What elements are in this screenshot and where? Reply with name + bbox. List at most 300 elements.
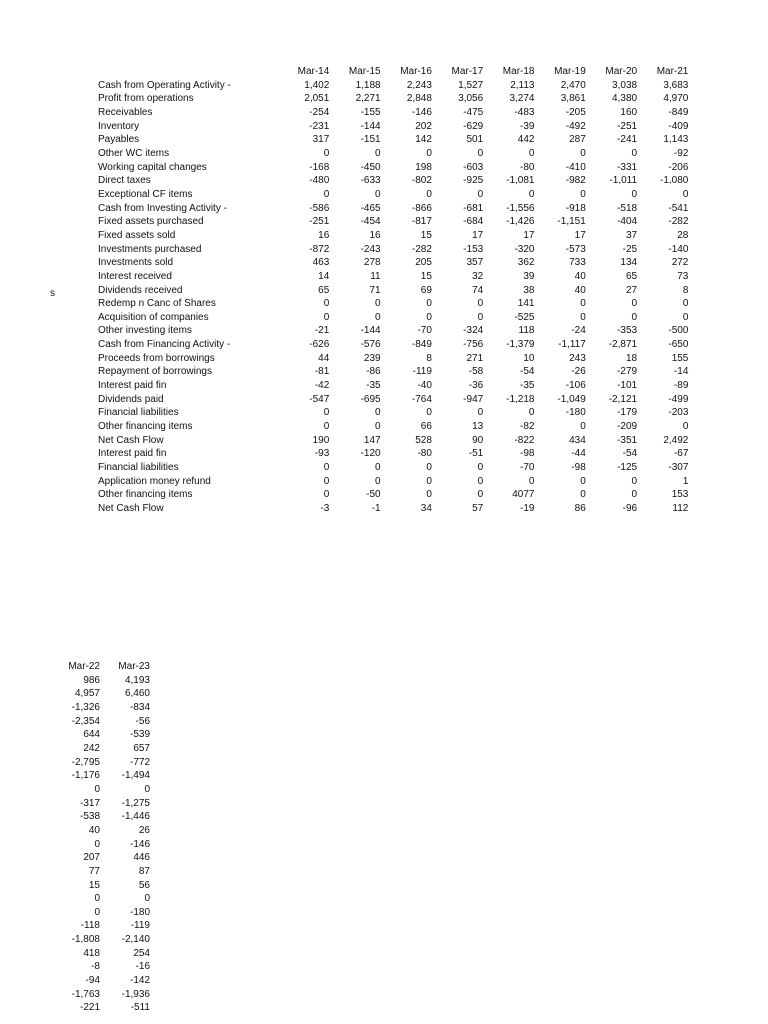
row-label: Acquisition of companies — [98, 311, 209, 323]
value-cell: 986 — [83, 674, 100, 686]
value-cell: 0 — [426, 147, 432, 159]
value-cell: -42 — [314, 380, 330, 392]
table-row — [98, 311, 688, 325]
table-row — [55, 906, 150, 920]
value-cell: -101 — [617, 380, 638, 392]
table-row — [98, 202, 688, 216]
value-cell: 434 — [569, 434, 586, 446]
value-cell: -144 — [360, 120, 381, 132]
value-cell: -251 — [617, 120, 638, 132]
row-label: Working capital changes — [98, 161, 207, 173]
value-cell: 0 — [631, 298, 638, 310]
value-cell: -834 — [129, 701, 150, 713]
value-cell: 1,402 — [304, 79, 330, 91]
value-cell: 0 — [144, 893, 150, 905]
value-cell: 160 — [620, 106, 638, 118]
value-cell: 0 — [426, 489, 432, 501]
table-row — [55, 988, 150, 1002]
value-cell: -1,011 — [609, 175, 638, 187]
row-label: Interest paid fin — [98, 448, 167, 460]
column-header: Mar-15 — [348, 66, 381, 77]
value-cell: -2,871 — [608, 339, 638, 351]
header-blank-cell — [98, 65, 278, 79]
value-cell: 155 — [671, 352, 689, 364]
value-cell: 0 — [528, 475, 535, 487]
value-cell: 202 — [415, 120, 432, 132]
value-cell: 17 — [472, 229, 484, 241]
row-label: Cash from Operating Activity - — [98, 79, 231, 91]
row-label: Other financing items — [98, 421, 193, 433]
value-cell: 198 — [415, 161, 432, 173]
value-cell: -96 — [622, 503, 638, 514]
value-cell: 0 — [375, 421, 381, 433]
table-row — [98, 338, 688, 352]
value-cell: 90 — [472, 434, 484, 446]
value-cell: -58 — [468, 366, 484, 378]
value-cell: -480 — [309, 175, 330, 187]
value-cell: -772 — [129, 756, 150, 768]
value-cell: -1,808 — [71, 934, 100, 946]
value-cell: 0 — [426, 475, 432, 487]
row-label: Repayment of borrowings — [98, 366, 212, 378]
row-label: Profit from operations — [98, 93, 194, 105]
table-row — [98, 365, 688, 379]
table-row — [98, 434, 688, 448]
column-header: Mar-21 — [656, 66, 689, 77]
value-cell: -802 — [411, 175, 432, 187]
table-row — [55, 947, 150, 961]
value-cell: -2,140 — [121, 934, 150, 946]
value-cell: -35 — [520, 380, 535, 392]
value-cell: -209 — [617, 421, 638, 433]
value-cell: 657 — [133, 742, 150, 754]
value-cell: -19 — [520, 503, 535, 514]
value-cell: -817 — [411, 216, 432, 228]
value-cell: -36 — [468, 380, 484, 392]
value-cell: -231 — [309, 120, 330, 132]
value-cell: 0 — [426, 188, 432, 200]
value-cell: -681 — [463, 202, 484, 214]
value-cell: 3,056 — [458, 93, 484, 105]
table-row — [98, 229, 688, 243]
row-label: Interest paid fin — [98, 380, 167, 392]
value-cell: -454 — [360, 216, 381, 228]
value-cell: 287 — [569, 134, 586, 146]
value-cell: -144 — [360, 325, 381, 337]
value-cell: -254 — [309, 106, 330, 118]
value-cell: 0 — [323, 489, 330, 501]
value-cell: -203 — [668, 407, 689, 419]
value-cell: 16 — [318, 229, 330, 241]
value-cell: -279 — [617, 366, 638, 378]
value-cell: -80 — [417, 448, 432, 460]
header-row — [55, 660, 150, 674]
row-label: Fixed assets purchased — [98, 216, 204, 228]
value-cell: -179 — [617, 407, 638, 419]
table-row — [98, 161, 688, 175]
value-cell: 134 — [620, 257, 638, 269]
value-cell: -21 — [314, 325, 330, 337]
row-label: Application money refund — [98, 475, 211, 487]
value-cell: 0 — [323, 475, 330, 487]
value-cell: 6,460 — [124, 688, 150, 700]
value-cell: 3,038 — [612, 79, 638, 91]
value-cell: -1,494 — [121, 770, 150, 782]
row-label: Payables — [98, 134, 140, 146]
value-cell: -51 — [468, 448, 484, 460]
table-row — [55, 960, 150, 974]
value-cell: -684 — [463, 216, 484, 228]
row-label: Redemp n Canc of Shares — [98, 298, 216, 310]
column-header: Mar-18 — [502, 66, 535, 77]
value-cell: -475 — [463, 106, 484, 118]
value-cell: 4,970 — [663, 93, 689, 105]
row-label: Other investing items — [98, 325, 192, 337]
value-cell: -499 — [668, 393, 689, 405]
value-cell: -243 — [360, 243, 381, 255]
row-label: Fixed assets sold — [98, 229, 176, 241]
value-cell: 205 — [415, 257, 432, 269]
value-cell: 4,193 — [124, 674, 150, 686]
value-cell: 2,051 — [304, 93, 330, 105]
row-label: Interest received — [98, 270, 172, 282]
value-cell: 57 — [472, 503, 484, 514]
value-cell: -206 — [668, 161, 689, 173]
value-cell: -119 — [412, 366, 432, 378]
value-cell: -25 — [622, 243, 638, 255]
table-row — [98, 256, 688, 270]
row-label: Direct taxes — [98, 175, 151, 187]
value-cell: -98 — [571, 462, 586, 474]
row-label: Financial liabilities — [98, 407, 179, 419]
value-cell: -1,176 — [71, 770, 100, 782]
table-row — [98, 461, 688, 475]
value-cell: 3,683 — [663, 79, 689, 91]
value-cell: 1,188 — [355, 79, 381, 91]
value-cell: 207 — [83, 852, 100, 864]
value-cell: 0 — [323, 462, 330, 474]
value-cell: -142 — [129, 975, 150, 987]
value-cell: -849 — [411, 339, 432, 351]
value-cell: 446 — [133, 852, 150, 864]
value-cell: 0 — [323, 298, 330, 310]
value-cell: -409 — [668, 120, 689, 132]
value-cell: 442 — [517, 134, 535, 146]
value-cell: -918 — [565, 202, 586, 214]
value-cell: 8 — [682, 284, 689, 296]
value-cell: -39 — [520, 120, 535, 132]
value-cell: 0 — [375, 462, 381, 474]
value-cell: -629 — [463, 120, 484, 132]
row-label: Dividends paid — [98, 393, 164, 405]
table-row — [55, 974, 150, 988]
table-row — [55, 824, 150, 838]
value-cell: -44 — [571, 448, 586, 460]
row-label: Other WC items — [98, 147, 170, 159]
value-cell: 0 — [477, 298, 484, 310]
value-cell: -1,151 — [557, 216, 586, 228]
value-cell: 0 — [477, 147, 484, 159]
value-cell: -518 — [617, 202, 638, 214]
value-cell: -947 — [463, 393, 484, 405]
value-cell: -822 — [514, 434, 535, 446]
table-row — [98, 215, 688, 229]
value-cell: 733 — [569, 257, 586, 269]
value-cell: 86 — [574, 503, 586, 514]
value-cell: -539 — [129, 729, 150, 741]
value-cell: -1,117 — [558, 339, 586, 351]
value-cell: -307 — [668, 462, 689, 474]
table-row — [98, 243, 688, 257]
value-cell: 0 — [477, 489, 484, 501]
cash-flow-table-continued — [55, 660, 150, 1015]
value-cell: 39 — [523, 270, 535, 282]
value-cell: 0 — [477, 407, 484, 419]
value-cell: 56 — [138, 879, 150, 891]
value-cell: -764 — [411, 393, 432, 405]
value-cell: 153 — [671, 489, 689, 501]
value-cell: 2,271 — [355, 93, 381, 105]
table-row — [98, 174, 688, 188]
value-cell: 65 — [318, 284, 330, 296]
value-cell: -465 — [360, 202, 381, 214]
value-cell: 0 — [94, 838, 100, 850]
value-cell: -168 — [309, 161, 330, 173]
value-cell: 15 — [88, 879, 100, 891]
value-cell: -1,218 — [506, 393, 535, 405]
value-cell: -8 — [91, 961, 100, 973]
value-cell: -351 — [617, 434, 638, 446]
row-label: Receivables — [98, 106, 153, 118]
value-cell: -320 — [514, 243, 535, 255]
value-cell: -80 — [520, 161, 535, 173]
value-cell: -146 — [411, 106, 432, 118]
value-cell: -1,446 — [121, 811, 150, 823]
value-cell: 644 — [83, 729, 100, 741]
column-header: Mar-19 — [554, 66, 586, 77]
value-cell: -221 — [79, 1002, 100, 1014]
value-cell: 317 — [312, 134, 330, 146]
value-cell: 27 — [625, 284, 638, 296]
value-cell: -586 — [309, 202, 330, 214]
value-cell: 40 — [574, 284, 586, 296]
row-label: Net Cash Flow — [98, 503, 164, 514]
value-cell: -538 — [79, 811, 100, 823]
table-row — [98, 297, 688, 311]
value-cell: -251 — [309, 216, 330, 228]
value-cell: 0 — [426, 407, 432, 419]
table-row — [98, 352, 688, 366]
value-cell: 0 — [631, 147, 638, 159]
table-row — [55, 756, 150, 770]
value-cell: -1,426 — [506, 216, 535, 228]
value-cell: 28 — [677, 229, 689, 241]
table-row — [55, 674, 150, 688]
value-cell: 0 — [375, 311, 381, 323]
table-row — [98, 79, 688, 93]
value-cell: -54 — [622, 448, 638, 460]
value-cell: -573 — [565, 243, 586, 255]
value-cell: -872 — [309, 243, 330, 255]
value-cell: 501 — [466, 134, 484, 146]
value-cell: 190 — [312, 434, 330, 446]
table-row — [55, 687, 150, 701]
value-cell: -35 — [366, 380, 381, 392]
value-cell: -56 — [135, 715, 150, 727]
value-cell: 0 — [580, 147, 586, 159]
row-label: Net Cash Flow — [98, 434, 164, 446]
value-cell: 0 — [580, 311, 586, 323]
table-row — [55, 1001, 150, 1015]
value-cell: -483 — [514, 106, 535, 118]
value-cell: 34 — [420, 503, 432, 514]
row-label: Proceeds from borrowings — [98, 352, 215, 364]
value-cell: 2,492 — [663, 434, 689, 446]
table-row — [98, 106, 688, 120]
value-cell: 0 — [528, 147, 535, 159]
column-header: Mar-14 — [297, 66, 330, 77]
value-cell: -849 — [668, 106, 689, 118]
value-cell: 254 — [133, 947, 150, 959]
table-row — [55, 728, 150, 742]
value-cell: -67 — [673, 448, 689, 460]
value-cell: -650 — [668, 339, 689, 351]
value-cell: 0 — [580, 475, 586, 487]
value-cell: -119 — [130, 920, 150, 932]
value-cell: -1,081 — [506, 175, 535, 187]
value-cell: 0 — [426, 298, 432, 310]
value-cell: 0 — [631, 188, 638, 200]
table-row — [98, 447, 688, 461]
stray-character: s — [50, 288, 55, 299]
table-row — [55, 783, 150, 797]
value-cell: -982 — [565, 175, 586, 187]
value-cell: -14 — [673, 366, 689, 378]
column-header: Mar-20 — [605, 66, 638, 77]
table-row — [98, 502, 688, 516]
value-cell: 44 — [318, 352, 330, 364]
value-cell: 37 — [625, 229, 638, 241]
value-cell: 65 — [625, 270, 638, 282]
row-label: Investments purchased — [98, 243, 202, 255]
value-cell: 32 — [472, 270, 484, 282]
row-label: Cash from Investing Activity - — [98, 202, 227, 214]
value-cell: 2,848 — [406, 93, 432, 105]
value-cell: -94 — [85, 975, 100, 987]
value-cell: 278 — [363, 257, 381, 269]
value-cell: -1,080 — [660, 175, 689, 187]
value-cell: -1,556 — [506, 202, 535, 214]
table-row — [55, 865, 150, 879]
value-cell: -1,049 — [557, 393, 586, 405]
value-cell: -633 — [360, 175, 381, 187]
value-cell: 0 — [682, 188, 689, 200]
value-cell: -120 — [360, 448, 381, 460]
value-cell: 0 — [144, 783, 150, 795]
value-cell: 0 — [682, 421, 689, 433]
value-cell: 0 — [375, 147, 381, 159]
value-cell: 0 — [94, 906, 100, 918]
value-cell: 142 — [415, 134, 432, 146]
value-cell: 0 — [477, 462, 484, 474]
value-cell: -92 — [673, 147, 689, 159]
value-cell: 272 — [671, 257, 689, 269]
value-cell: -331 — [617, 161, 638, 173]
value-cell: -81 — [314, 366, 330, 378]
value-cell: 242 — [83, 742, 100, 754]
column-header: Mar-16 — [400, 66, 432, 77]
value-cell: 0 — [94, 783, 100, 795]
value-cell: -500 — [668, 325, 689, 337]
table-row — [98, 133, 688, 147]
value-cell: -525 — [514, 311, 535, 323]
row-label: Other financing items — [98, 489, 193, 501]
value-cell: 2,113 — [510, 79, 535, 91]
value-cell: -756 — [463, 339, 484, 351]
value-cell: 3,861 — [560, 93, 586, 105]
value-cell: 0 — [323, 147, 330, 159]
value-cell: 40 — [574, 270, 586, 282]
value-cell: -450 — [360, 161, 381, 173]
value-cell: -98 — [520, 448, 535, 460]
table-row — [98, 475, 688, 489]
table-row — [55, 742, 150, 756]
value-cell: -626 — [309, 339, 330, 351]
table-row — [55, 919, 150, 933]
value-cell: -282 — [668, 216, 689, 228]
value-cell: 73 — [677, 270, 689, 282]
value-cell: 0 — [323, 311, 330, 323]
table-row — [98, 284, 688, 298]
value-cell: 3,274 — [509, 93, 535, 105]
cash-flow-table-main — [98, 65, 688, 516]
value-cell: 77 — [88, 865, 100, 877]
value-cell: -151 — [360, 134, 381, 146]
table-row — [98, 488, 688, 502]
value-cell: 0 — [323, 407, 330, 419]
value-cell: -925 — [463, 175, 484, 187]
value-cell: -695 — [360, 393, 381, 405]
table-row — [98, 420, 688, 434]
column-header: Mar-23 — [118, 661, 150, 672]
value-cell: -1,763 — [71, 988, 100, 1000]
value-cell: 0 — [323, 421, 330, 433]
row-label: Exceptional CF items — [98, 188, 193, 200]
value-cell: -541 — [668, 202, 689, 214]
value-cell: -89 — [673, 380, 689, 392]
value-cell: 18 — [625, 352, 638, 364]
value-cell: 74 — [472, 284, 484, 296]
value-cell: 17 — [523, 229, 535, 241]
table-row — [98, 379, 688, 393]
value-cell: -26 — [571, 366, 586, 378]
value-cell: -603 — [463, 161, 484, 173]
value-cell: -146 — [129, 838, 150, 850]
table-row — [55, 892, 150, 906]
value-cell: -1,379 — [506, 339, 535, 351]
value-cell: 11 — [370, 270, 381, 282]
value-cell: -410 — [565, 161, 586, 173]
value-cell: 1 — [682, 475, 689, 487]
table-row — [55, 879, 150, 893]
value-cell: 0 — [477, 475, 484, 487]
table-row — [98, 393, 688, 407]
table-row — [98, 324, 688, 338]
value-cell: -125 — [617, 462, 638, 474]
table-row — [55, 797, 150, 811]
value-cell: 418 — [83, 947, 100, 959]
row-label: Financial liabilities — [98, 462, 179, 474]
